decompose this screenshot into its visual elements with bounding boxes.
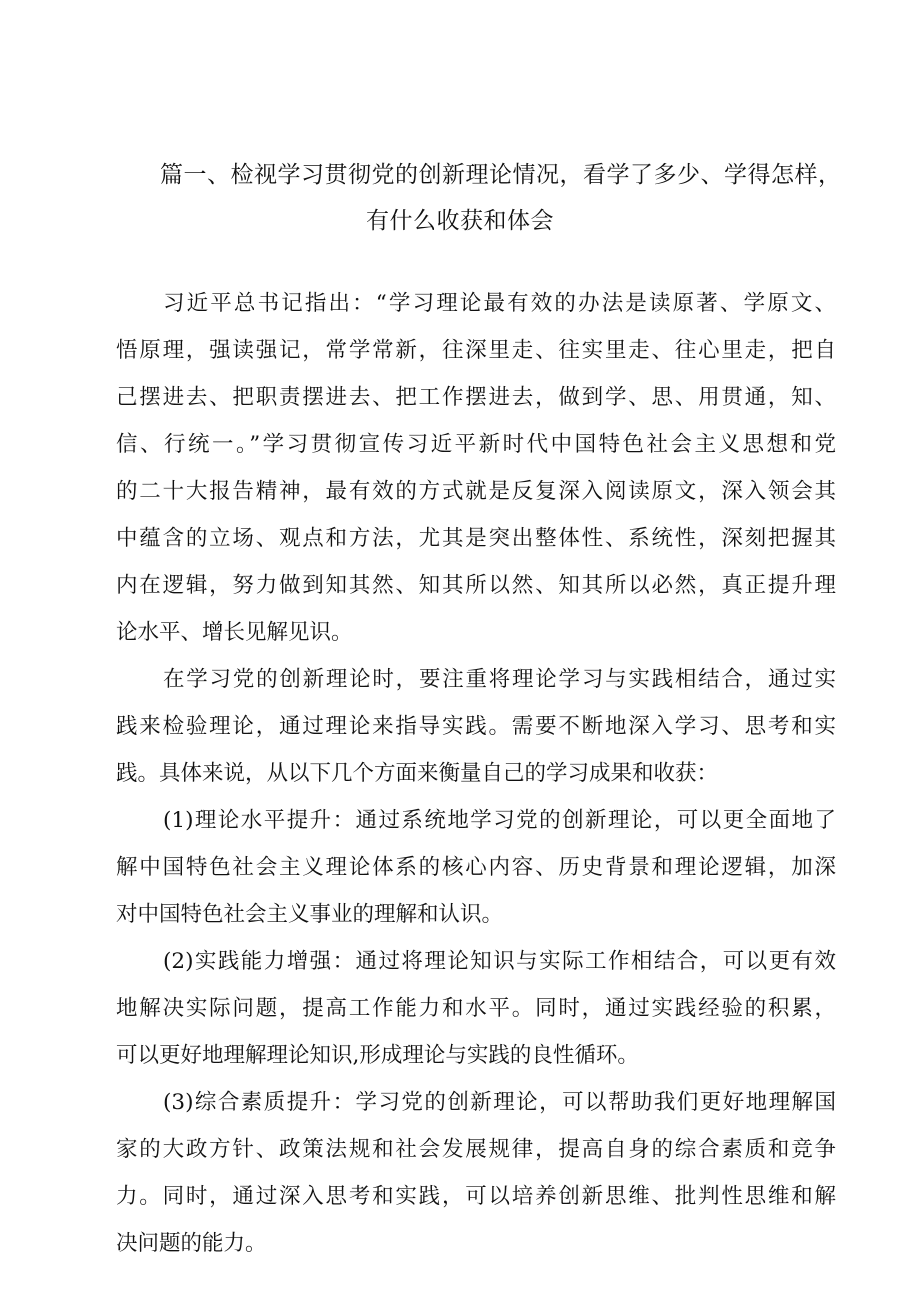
paragraph-1-line-7: 内在逻辑，努力做到知其然、知其所以然、知其所以必然，真正提升理 [116,573,836,598]
paragraph-3-line-3: 对中国特色社会主义事业的理解和认识。 [116,902,504,927]
paragraph-2-line-1: 在学习党的创新理论时，要注重将理论学习与实践相结合，通过实 [163,667,836,692]
document-title-line-1: 篇一、检视学习贯彻党的创新理论情况，看学了多少、学得怎样， [160,162,842,188]
paragraph-1-line-6: 中蕴含的立场、观点和方法，尤其是突出整体性、系统性，深刻把握其 [116,526,836,551]
paragraph-5-line-4: 决问题的能力。 [116,1231,267,1256]
paragraph-3-line-1: (1)理论水平提升：通过系统地学习党的创新理论，可以更全面地了 [163,808,836,833]
paragraph-2-line-3: 践。具体来说，从以下几个方面来衡量自己的学习成果和收获： [116,761,719,786]
paragraph-1-line-2: 悟原理，强读强记，常学常新，往深里走、往实里走、往心里走，把自 [116,338,836,363]
paragraph-1-line-5: 的二十大报告精神，最有效的方式就是反复深入阅读原文，深入领会其 [116,479,836,504]
paragraph-5-line-2: 家的大政方针、政策法规和社会发展规律，提高自身的综合素质和竞争 [116,1137,836,1162]
paragraph-1-line-3: 己摆进去、把职责摆进去、把工作摆进去，做到学、思、用贯通，知、 [116,385,836,410]
paragraph-3-line-2: 解中国特色社会主义理论体系的核心内容、历史背景和理论逻辑，加深 [116,855,836,880]
paragraph-4-line-2: 地解决实际问题，提高工作能力和水平。同时，通过实践经验的积累， [116,996,836,1021]
paragraph-2-line-2: 践来检验理论，通过理论来指导实践。需要不断地深入学习、思考和实 [116,714,836,739]
paragraph-1-line-8: 论水平、增长见解见识。 [116,620,353,645]
document-title-line-2: 有什么收获和体会 [366,208,554,234]
paragraph-5-line-1: (3)综合素质提升：学习党的创新理论，可以帮助我们更好地理解国 [163,1090,836,1115]
paragraph-1-line-1: 习近平总书记指出：“学习理论最有效的办法是读原著、学原文、 [163,291,836,316]
paragraph-4-line-1: (2)实践能力增强：通过将理论知识与实际工作相结合，可以更有效 [163,949,836,974]
paragraph-5-line-3: 力。同时，通过深入思考和实践，可以培养创新思维、批判性思维和解 [116,1184,836,1209]
paragraph-4-line-3: 可以更好地理解理论知识,形成理论与实践的良性循环。 [116,1043,639,1068]
paragraph-1-line-4: 信、行统一。”学习贯彻宣传习近平新时代中国特色社会主义思想和党 [116,432,836,457]
